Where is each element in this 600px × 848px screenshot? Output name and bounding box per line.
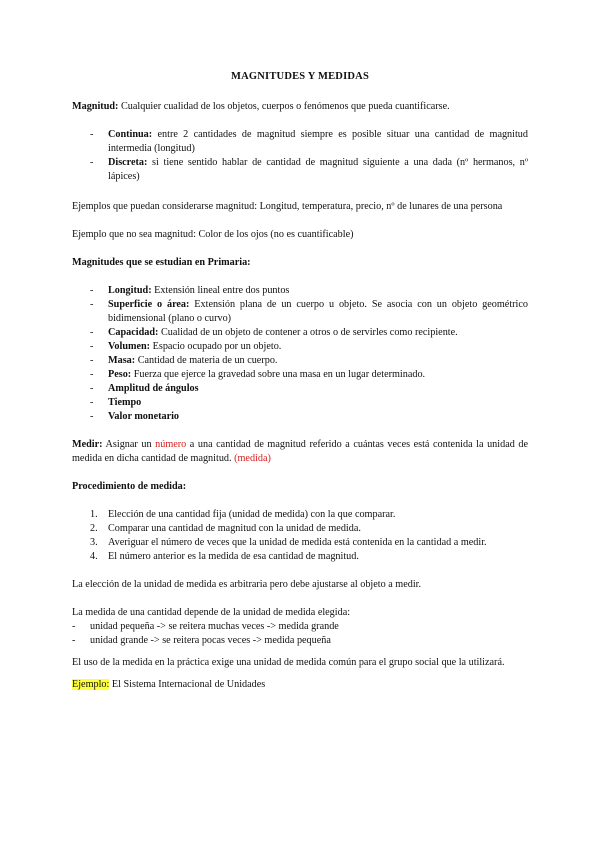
dash-marker: - [90, 157, 94, 168]
list-item [72, 298, 528, 326]
procedure-steps-list [72, 508, 528, 564]
magnitude-types-list [72, 128, 528, 184]
dash-marker: - [90, 285, 94, 296]
list-item [72, 368, 528, 382]
medir-definition [72, 438, 528, 466]
dash-marker: - [90, 369, 94, 380]
item-term: Longitud: [108, 285, 152, 296]
common-unit-paragraph: El uso de la medida en la práctica exige una unidad de medida común para el grupo social que la utilizará. [72, 657, 505, 668]
list-item [72, 128, 528, 156]
item-term: Volumen: [108, 341, 151, 352]
step-number: 3. [90, 537, 98, 548]
medir-text-2: a una cantidad de magnitud referido a cuántas veces está contenida la unidad de medida en dicha cantidad de magnitud. [72, 439, 528, 464]
step-number: 1. [90, 509, 98, 520]
medir-text-1: Asignar un [102, 439, 156, 450]
list-item [72, 284, 528, 298]
item-text: Extensión lineal entre dos puntos [151, 285, 290, 296]
medir-red-word: número [155, 439, 187, 450]
dash-marker: - [90, 397, 94, 408]
item-text: Espacio ocupado por un objeto. [150, 341, 282, 352]
example-paragraph [72, 678, 528, 692]
list-item [72, 634, 528, 648]
dash-marker: - [90, 383, 94, 394]
unit-size-text: unidad grande -> se reitera pocas veces -> medida pequeña [90, 635, 331, 646]
list-item [72, 340, 528, 354]
list-item [72, 354, 528, 368]
item-text: Cualidad de un objeto de contener a otros o de servirles como recipiente. [158, 327, 458, 338]
type-term: Continua: [108, 129, 153, 140]
dash-marker: - [72, 635, 76, 646]
list-item [72, 536, 528, 550]
step-text: El número anterior es la medida de esa cantidad de magnitud. [108, 551, 359, 562]
item-term: Capacidad: [108, 327, 159, 338]
depends-paragraph: La medida de una cantidad depende de la unidad de medida elegida: [72, 607, 351, 618]
item-text: Cantidad de materia de un cuerpo. [135, 355, 278, 366]
magnitud-definition [72, 100, 528, 114]
step-text: Elección de una cantidad fija (unidad de medida) con la que comparar. [108, 509, 396, 520]
item-term: Peso: [108, 369, 132, 380]
dash-marker: - [90, 411, 94, 422]
primaria-heading: Magnitudes que se estudian en Primaria: [72, 257, 251, 268]
magnitud-term: Magnitud: [72, 101, 119, 112]
item-term: Valor monetario [108, 411, 180, 422]
list-item [72, 508, 528, 522]
arbitrary-paragraph: La elección de la unidad de medida es arbitraria pero debe ajustarse al objeto a medir. [72, 579, 422, 590]
type-term: Discreta: [108, 157, 148, 168]
page-title: MAGNITUDES Y MEDIDAS [231, 71, 369, 82]
list-item [72, 550, 528, 564]
document-content [72, 70, 528, 692]
item-term: Amplitud de ángulos [108, 383, 199, 394]
list-item [72, 156, 528, 184]
dash-marker: - [90, 327, 94, 338]
item-term: Superficie o área: [108, 299, 190, 310]
dash-marker: - [90, 355, 94, 366]
dash-marker: - [90, 129, 94, 140]
medir-term: Medir: [72, 439, 103, 450]
dash-marker: - [90, 299, 94, 310]
type-text: entre 2 cantidades de magnitud siempre es posible situar una cantidad de magnitud intermedia (longitud) [108, 129, 528, 154]
example-text: El Sistema Internacional de Unidades [109, 679, 266, 690]
example-label-highlight: Ejemplo: [72, 679, 110, 690]
medir-red-tail: (medida) [234, 453, 271, 464]
list-item [72, 396, 528, 410]
primaria-magnitudes-list [72, 284, 528, 424]
list-item [72, 620, 528, 634]
non-example-paragraph: Ejemplo que no sea magnitud: Color de los ojos (no es cuantificable) [72, 229, 354, 240]
unit-size-text: unidad pequeña -> se reitera muchas veces -> medida grande [90, 621, 339, 632]
examples-paragraph: Ejemplos que puedan considerarse magnitud: Longitud, temperatura, precio, nº de lunares de una persona [72, 201, 503, 212]
list-item [72, 326, 528, 340]
step-number: 4. [90, 551, 98, 562]
dash-marker: - [90, 341, 94, 352]
list-item [72, 382, 528, 396]
magnitud-text: Cualquier cualidad de los objetos, cuerpos o fenómenos que pueda cuantificarse. [118, 101, 450, 112]
list-item [72, 522, 528, 536]
step-text: Averiguar el número de veces que la unidad de medida está contenida en la cantidad a medir. [108, 537, 487, 548]
step-number: 2. [90, 523, 98, 534]
step-text: Comparar una cantidad de magnitud con la unidad de medida. [108, 523, 361, 534]
list-item [72, 410, 528, 424]
type-text: si tiene sentido hablar de cantidad de magnitud siguiente a una dada (nº hermanos, nº lápices) [108, 157, 528, 182]
item-term: Tiempo [108, 397, 142, 408]
item-text: Fuerza que ejerce la gravedad sobre una masa en un lugar determinado. [131, 369, 426, 380]
dash-marker: - [72, 621, 76, 632]
unit-size-list [72, 620, 528, 648]
procedure-heading: Procedimiento de medida: [72, 481, 187, 492]
item-text: Extensión plana de un cuerpo u objeto. Se asocia con un objeto geométrico bidimensional (plano o curvo) [108, 299, 528, 324]
item-term: Masa: [108, 355, 136, 366]
